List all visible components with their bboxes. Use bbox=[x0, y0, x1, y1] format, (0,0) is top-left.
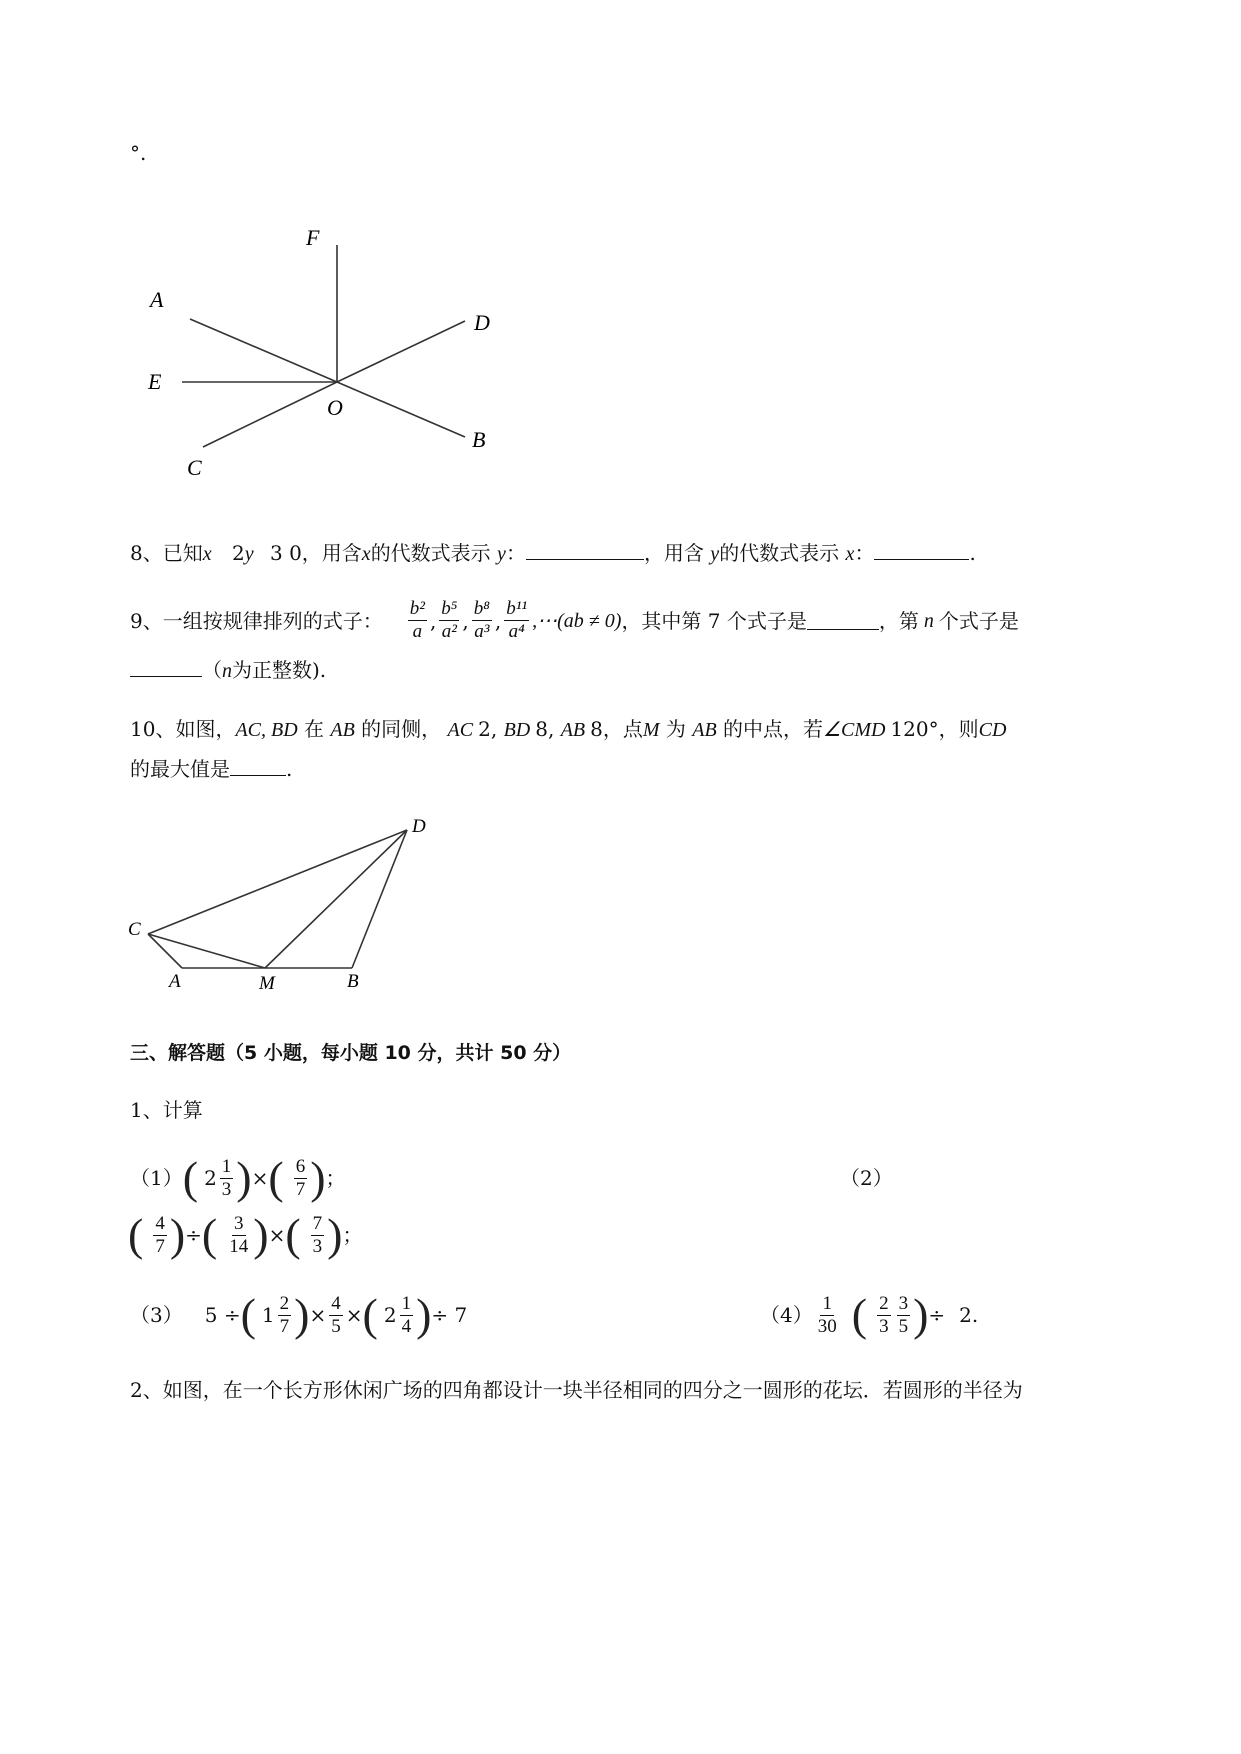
label-c2: C bbox=[128, 919, 141, 940]
label-d2: D bbox=[412, 816, 426, 837]
question-8: 8、已知x 2y 3 0，用含x的代数式表示 y： ，用含 y的代数式表示 x： . bbox=[130, 541, 976, 565]
problem-1-title: 1、计算 bbox=[130, 1098, 203, 1122]
label-f: F bbox=[306, 225, 320, 250]
label-a2: A bbox=[169, 971, 181, 992]
rays-figure bbox=[130, 215, 530, 485]
item-1: （1） ( 2 $\frac{1}{3}$ ) × ( $\frac{6}{7}$ ) ； bbox=[130, 1152, 346, 1203]
problem-2-text: 2、如图，在一个长方形休闲广场的四角都设计一块半径相同的四分之一圆形的花坛．若圆形的半径为 bbox=[130, 1378, 1023, 1402]
segment-cd bbox=[148, 830, 407, 934]
frac-2: $\frac{\text{b⁵}}{\text{a²}}$ bbox=[441, 598, 458, 642]
label-c: C bbox=[187, 455, 202, 480]
triangle-figure bbox=[120, 810, 450, 1000]
question-10: 10、如图，AC, BD 在 AB 的同侧， AC 2, BD 8, AB 8，点M 为 AB 的中点，若∠CMD 120°，则CD bbox=[130, 717, 1007, 741]
answer-blank-2[interactable] bbox=[874, 541, 969, 560]
answer-blank-3[interactable] bbox=[807, 611, 879, 630]
question-9-line-2: （n为正整数). bbox=[130, 657, 326, 684]
frac-3: $\frac{\text{b⁸}}{\text{a³}}$ bbox=[473, 598, 490, 642]
section-3-heading: 三、解答题（5 小题，每小题 10 分，共计 50 分） bbox=[130, 1042, 572, 1064]
ray-od bbox=[337, 321, 465, 382]
segment-db bbox=[352, 830, 407, 968]
top-fragment: °. bbox=[130, 141, 147, 165]
question-9: 9、一组按规律排列的式子： $\frac{\text{b²}}{a}$ , $\frac{\text{b⁵}}{\text{a²}}$ , $\frac{\text{b⁸}}{\text{a³}}$ , $\frac{\text{b¹¹}}{\text{a⁴}}$ ,⋯(ab ≠ 0) ，其中第 7 个式子是 ，第 n 个式子是 bbox=[130, 598, 1019, 642]
label-d: D bbox=[474, 310, 490, 335]
frac-1: $\frac{\text{b²}}{a}$ bbox=[409, 598, 425, 642]
label-b: B bbox=[472, 427, 486, 452]
ray-oc bbox=[203, 382, 337, 447]
label-a: A bbox=[150, 287, 164, 312]
frac-4: $\frac{\text{b¹¹}}{\text{a⁴}}$ bbox=[506, 598, 528, 642]
item-2: ( $\frac{4}{7}$ ) ÷ ( $\frac{3}{14}$ ) × ( $\frac{7}{3}$ ) ； bbox=[128, 1209, 363, 1260]
segment-dm bbox=[265, 830, 407, 968]
label-e: E bbox=[148, 369, 162, 394]
label-m2: M bbox=[259, 973, 275, 994]
item-4: （4） $\frac{1}{30}$ ( $\frac{2}{3}$ $\frac{3}{5}$ ) ÷ 2. bbox=[760, 1289, 979, 1340]
item-3: （3） 5 ÷ ( 1 $\frac{2}{7}$ ) × $\frac{4}{5}$ × ( 2 $\frac{1}{4}$ ) ÷ 7 bbox=[130, 1289, 468, 1340]
answer-blank-5[interactable] bbox=[230, 757, 286, 776]
label-o: O bbox=[327, 395, 343, 420]
item-2-label: （2） bbox=[840, 1166, 893, 1190]
question-10-line-2: 的最大值是 . bbox=[130, 757, 293, 781]
answer-blank-4[interactable] bbox=[130, 658, 202, 677]
ray-oa bbox=[190, 319, 337, 382]
label-b2: B bbox=[347, 971, 359, 992]
answer-blank-1[interactable] bbox=[526, 541, 644, 560]
ray-ob bbox=[337, 382, 465, 437]
